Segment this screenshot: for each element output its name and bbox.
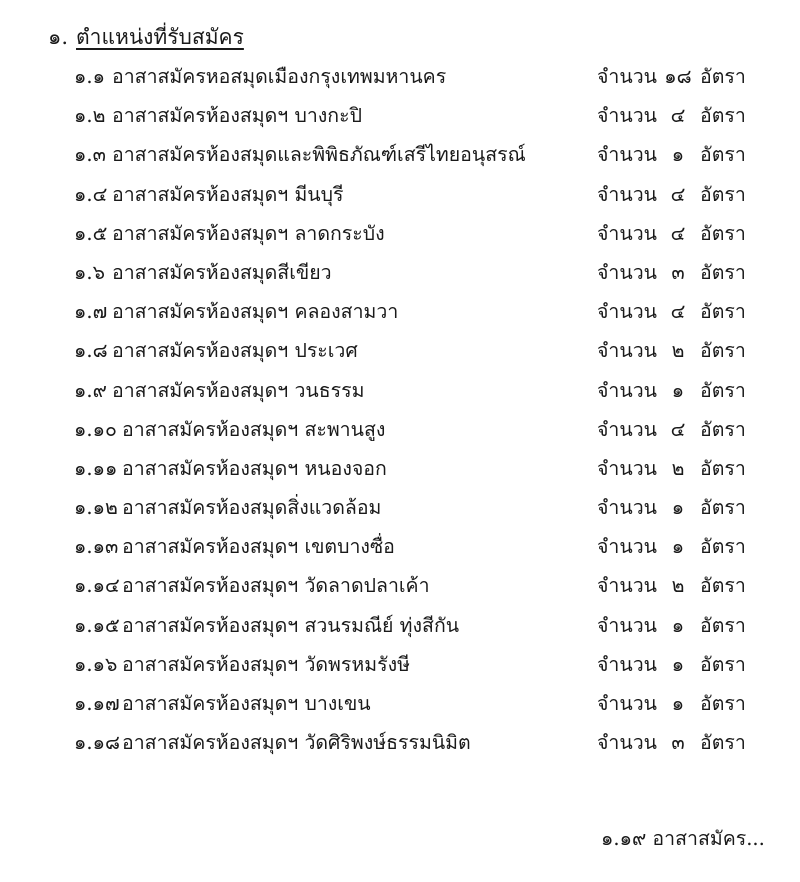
item-number: ๑.๒	[74, 104, 106, 128]
list-item	[0, 101, 800, 140]
position-name: อาสาสมัครห้องสมุดฯ คลองสามวา	[112, 300, 399, 324]
item-number: ๑.๑๒	[74, 496, 118, 520]
list-item	[0, 376, 800, 415]
amount-label: จำนวน	[597, 417, 657, 441]
amount-label: จำนวน	[597, 143, 657, 167]
unit-label: อัตรา	[700, 535, 746, 559]
list-item	[0, 180, 800, 219]
position-count: ๑	[671, 652, 685, 676]
position-name: อาสาสมัครห้องสมุดฯ บางเขน	[122, 692, 371, 715]
section-title: ตำแหน่งที่รับสมัคร	[76, 25, 244, 49]
list-item	[0, 415, 800, 454]
item-number: ๑.๑๗	[74, 692, 120, 715]
item-number: ๑.๑๖	[74, 652, 118, 676]
item-number: ๑.๑	[74, 65, 105, 88]
position-count: ๑	[671, 535, 685, 559]
amount-label: จำนวน	[597, 731, 657, 755]
item-number: ๑.๑๕	[74, 613, 120, 637]
list-item	[0, 297, 800, 336]
position-count: ๔	[670, 221, 686, 245]
item-number: ๑.๑๓	[74, 535, 119, 559]
unit-label: อัตรา	[700, 143, 746, 167]
amount-label: จำนวน	[597, 613, 657, 637]
item-number: ๑.๙	[74, 378, 107, 402]
amount-label: จำนวน	[597, 574, 657, 598]
unit-label: อัตรา	[700, 692, 746, 715]
position-count: ๒	[671, 339, 685, 363]
list-item	[0, 219, 800, 258]
item-number: ๑.๑๔	[74, 574, 120, 598]
position-count: ๑	[671, 613, 685, 637]
unit-label: อัตรา	[700, 182, 746, 206]
unit-label: อัตรา	[700, 221, 746, 245]
position-count: ๓	[671, 731, 685, 755]
list-item	[0, 454, 800, 493]
unit-label: อัตรา	[700, 300, 746, 324]
item-number: ๑.๑๐	[74, 417, 117, 441]
position-name: อาสาสมัครห้องสมุดฯ มีนบุรี	[112, 182, 344, 206]
list-item	[0, 493, 800, 532]
section-heading	[48, 22, 244, 52]
position-name: อาสาสมัครห้องสมุดฯ วัดศิริพงษ์ธรรมนิมิต	[122, 731, 471, 755]
item-number: ๑.๔	[74, 182, 108, 206]
unit-label: อัตรา	[700, 731, 746, 755]
position-name: อาสาสมัครห้องสมุดสีเขียว	[112, 260, 332, 284]
list-item	[0, 571, 800, 610]
unit-label: อัตรา	[700, 104, 746, 128]
item-number: ๑.๕	[74, 221, 108, 245]
position-count: ๑	[671, 692, 685, 715]
unit-label: อัตรา	[700, 574, 746, 598]
position-count: ๔	[670, 104, 686, 128]
list-item	[0, 336, 800, 375]
position-name: อาสาสมัครห้องสมุดฯ บางกะปิ	[112, 104, 362, 128]
position-count: ๓	[671, 260, 685, 284]
item-number: ๑.๘	[74, 339, 108, 363]
position-name: อาสาสมัครห้องสมุดฯ ลาดกระบัง	[112, 221, 385, 245]
item-number: ๑.๓	[74, 143, 106, 167]
list-item	[0, 258, 800, 297]
amount-label: จำนวน	[597, 104, 657, 128]
amount-label: จำนวน	[597, 496, 657, 520]
list-item	[0, 728, 800, 767]
position-name: อาสาสมัครห้องสมุดฯ หนองจอก	[122, 456, 387, 480]
position-count: ๔	[670, 417, 686, 441]
unit-label: อัตรา	[700, 652, 746, 676]
section-number: ๑.	[48, 25, 69, 49]
position-count: ๑	[671, 378, 685, 402]
amount-label: จำนวน	[597, 182, 657, 206]
list-item	[0, 650, 800, 689]
unit-label: อัตรา	[700, 260, 746, 284]
amount-label: จำนวน	[597, 221, 657, 245]
position-name: อาสาสมัครหอสมุดเมืองกรุงเทพมหานคร	[112, 65, 447, 88]
position-name: อาสาสมัครห้องสมุดสิ่งแวดล้อม	[122, 496, 382, 520]
item-number: ๑.๗	[74, 300, 108, 324]
position-count: ๒	[671, 574, 685, 598]
unit-label: อัตรา	[700, 456, 746, 480]
list-item	[0, 140, 800, 179]
position-name: อาสาสมัครห้องสมุดฯ สวนรมณีย์ ทุ่งสีกัน	[122, 613, 460, 637]
continuation-text: ๑.๑๙ อาสาสมัคร...	[601, 827, 765, 850]
unit-label: อัตรา	[700, 378, 746, 402]
list-item	[0, 532, 800, 571]
item-number: ๑.๑๘	[74, 731, 120, 755]
position-list	[0, 62, 800, 767]
unit-label: อัตรา	[700, 613, 746, 637]
amount-label: จำนวน	[597, 535, 657, 559]
amount-label: จำนวน	[597, 378, 657, 402]
list-item	[0, 689, 800, 728]
amount-label: จำนวน	[597, 692, 657, 715]
amount-label: จำนวน	[597, 456, 657, 480]
amount-label: จำนวน	[597, 652, 657, 676]
position-count: ๒	[671, 456, 685, 480]
position-count: ๔	[670, 300, 686, 324]
position-count: ๑๘	[664, 65, 692, 88]
unit-label: อัตรา	[700, 65, 746, 88]
position-count: ๔	[670, 182, 686, 206]
position-name: อาสาสมัครห้องสมุดฯ วัดลาดปลาเค้า	[122, 574, 430, 598]
list-item	[0, 62, 800, 101]
position-name: อาสาสมัครห้องสมุดฯ เขตบางซื่อ	[122, 535, 395, 559]
position-name: อาสาสมัครห้องสมุดฯ ประเวศ	[112, 339, 358, 363]
unit-label: อัตรา	[700, 417, 746, 441]
amount-label: จำนวน	[597, 300, 657, 324]
position-name: อาสาสมัครห้องสมุดฯ วัดพรหมรังษี	[122, 652, 410, 676]
item-number: ๑.๖	[74, 260, 105, 284]
item-number: ๑.๑๑	[74, 456, 118, 480]
position-name: อาสาสมัครห้องสมุดฯ วนธรรม	[112, 378, 365, 402]
list-item	[0, 611, 800, 650]
position-count: ๑	[671, 496, 685, 520]
position-name: อาสาสมัครห้องสมุดและพิพิธภัณฑ์เสรีไทยอนุสรณ์	[112, 143, 526, 167]
amount-label: จำนวน	[597, 339, 657, 363]
position-name: อาสาสมัครห้องสมุดฯ สะพานสูง	[122, 417, 386, 441]
position-count: ๑	[671, 143, 685, 167]
unit-label: อัตรา	[700, 339, 746, 363]
unit-label: อัตรา	[700, 496, 746, 520]
amount-label: จำนวน	[597, 260, 657, 284]
amount-label: จำนวน	[597, 65, 657, 88]
